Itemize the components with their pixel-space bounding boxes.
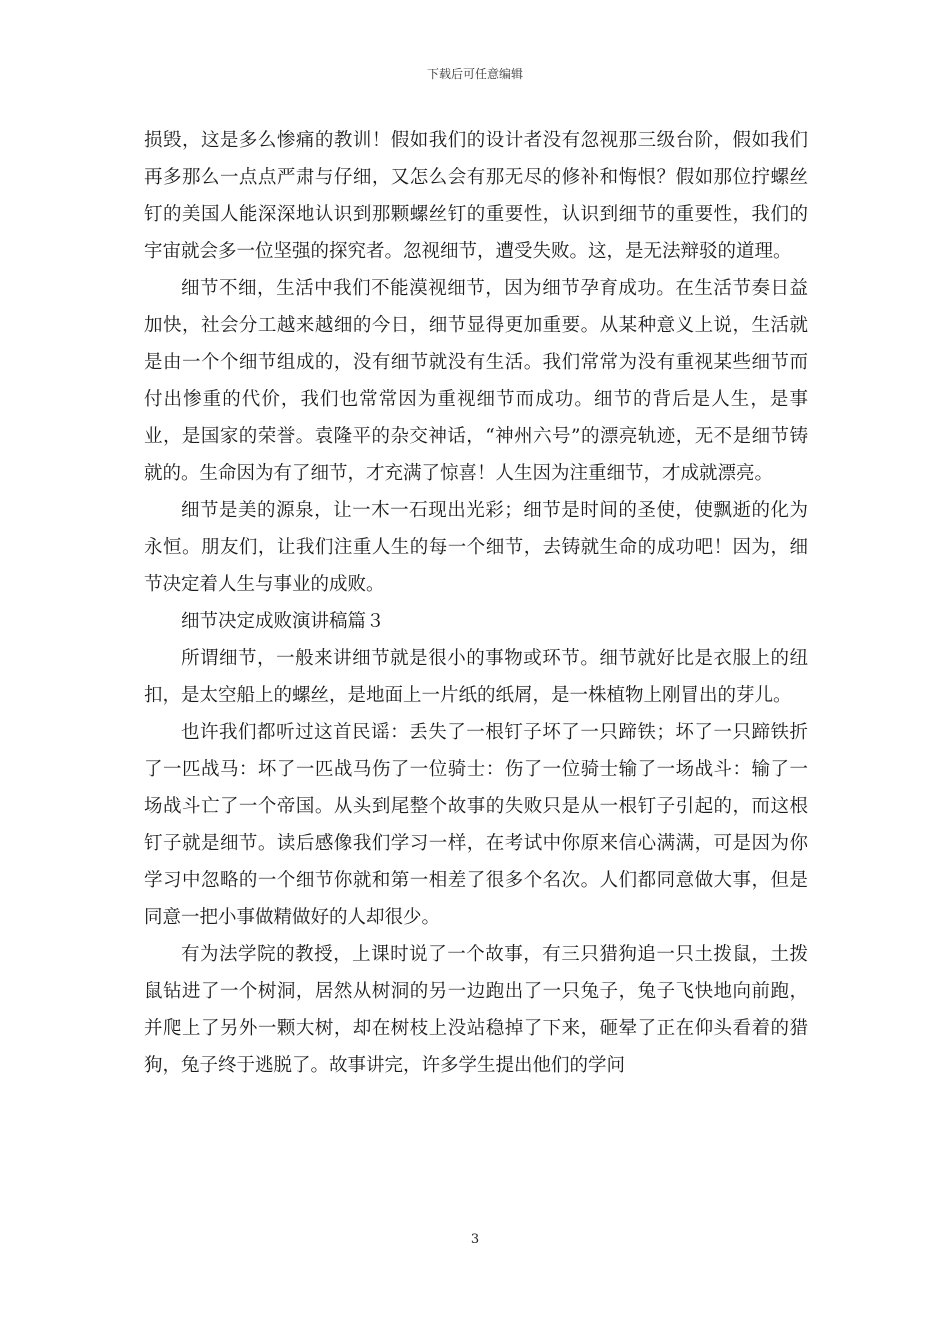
page-header: 下载后可任意编辑 bbox=[426, 67, 523, 81]
page-number: 3 bbox=[470, 1232, 480, 1247]
paragraph: 有为法学院的教授，上课时说了一个故事，有三只猎狗追一只土拨鼠，土拨鼠钻进了一个树洞，居然从树洞的另一边跑出了一只兔子，兔子飞快地向前跑，并爬上了另外一颗大树，却在树枝上没站稳掉了下来，砸晕了正在仰头看着的猎狗，兔子终于逃脱了。故事讲完，许多学生提出他们的学问 bbox=[144, 944, 808, 1076]
paragraph: 细节不细，生活中我们不能漠视细节，因为细节孕育成功。在生活节奏日益加快，社会分工越来越细的今日，细节显得更加重要。从某种意义上说，生活就是由一个个细节组成的，没有细节就没有生活。我们常常为没有重视某些细节而付出惨重的代价，我们也常常因为重视细节而成功。细节的背后是人生，是事业，是国家的荣誉。袁隆平的杂交神话，“神州六号”的漂亮轨迹，无不是细节铸就的。生命因为有了细节，才充满了惊喜！人生因为注重细节，才成就漂亮。 bbox=[144, 278, 808, 484]
section-heading: 细节决定成败演讲稿篇３ bbox=[181, 611, 385, 632]
paragraph-continuation: 损毁，这是多么惨痛的教训！假如我们的设计者没有忽视那三级台阶，假如我们再多那么一点点严肃与仔细，又怎么会有那无尽的修补和悔恨？假如那位拧螺丝钉的美国人能深深地认识到那颗螺丝钉的重要性，认识到细节的重要性，我们的宇宙就会多一位坚强的探究者。忽视细节，遭受失败。这，是无法辩驳的道理。 bbox=[144, 130, 808, 262]
paragraph: 所谓细节，一般来讲细节就是很小的事物或环节。细节就好比是衣服上的纽扣，是太空船上的螺丝，是地面上一片纸的纸屑，是一株植物上刚冒出的芽儿。 bbox=[144, 648, 808, 706]
paragraph: 也许我们都听过这首民谣：丢失了一根钉子坏了一只蹄铁；坏了一只蹄铁折了一匹战马：坏了一匹战马伤了一位骑士：伤了一位骑士输了一场战斗：输了一场战斗亡了一个帝国。从头到尾整个故事的失败只是从一根钉子引起的，而这根钉子就是细节。读后感像我们学习一样，在考试中你原来信心满满，可是因为你学习中忽略的一个细节你就和第一相差了很多个名次。人们都同意做大事，但是同意一把小事做精做好的人却很少。 bbox=[144, 722, 808, 928]
document-body bbox=[144, 122, 808, 1084]
paragraph: 细节是美的源泉，让一木一石现出光彩；细节是时间的圣使，使飘逝的化为永恒。朋友们，让我们注重人生的每一个细节，去铸就生命的成功吧！因为，细节决定着人生与事业的成败。 bbox=[144, 500, 808, 595]
